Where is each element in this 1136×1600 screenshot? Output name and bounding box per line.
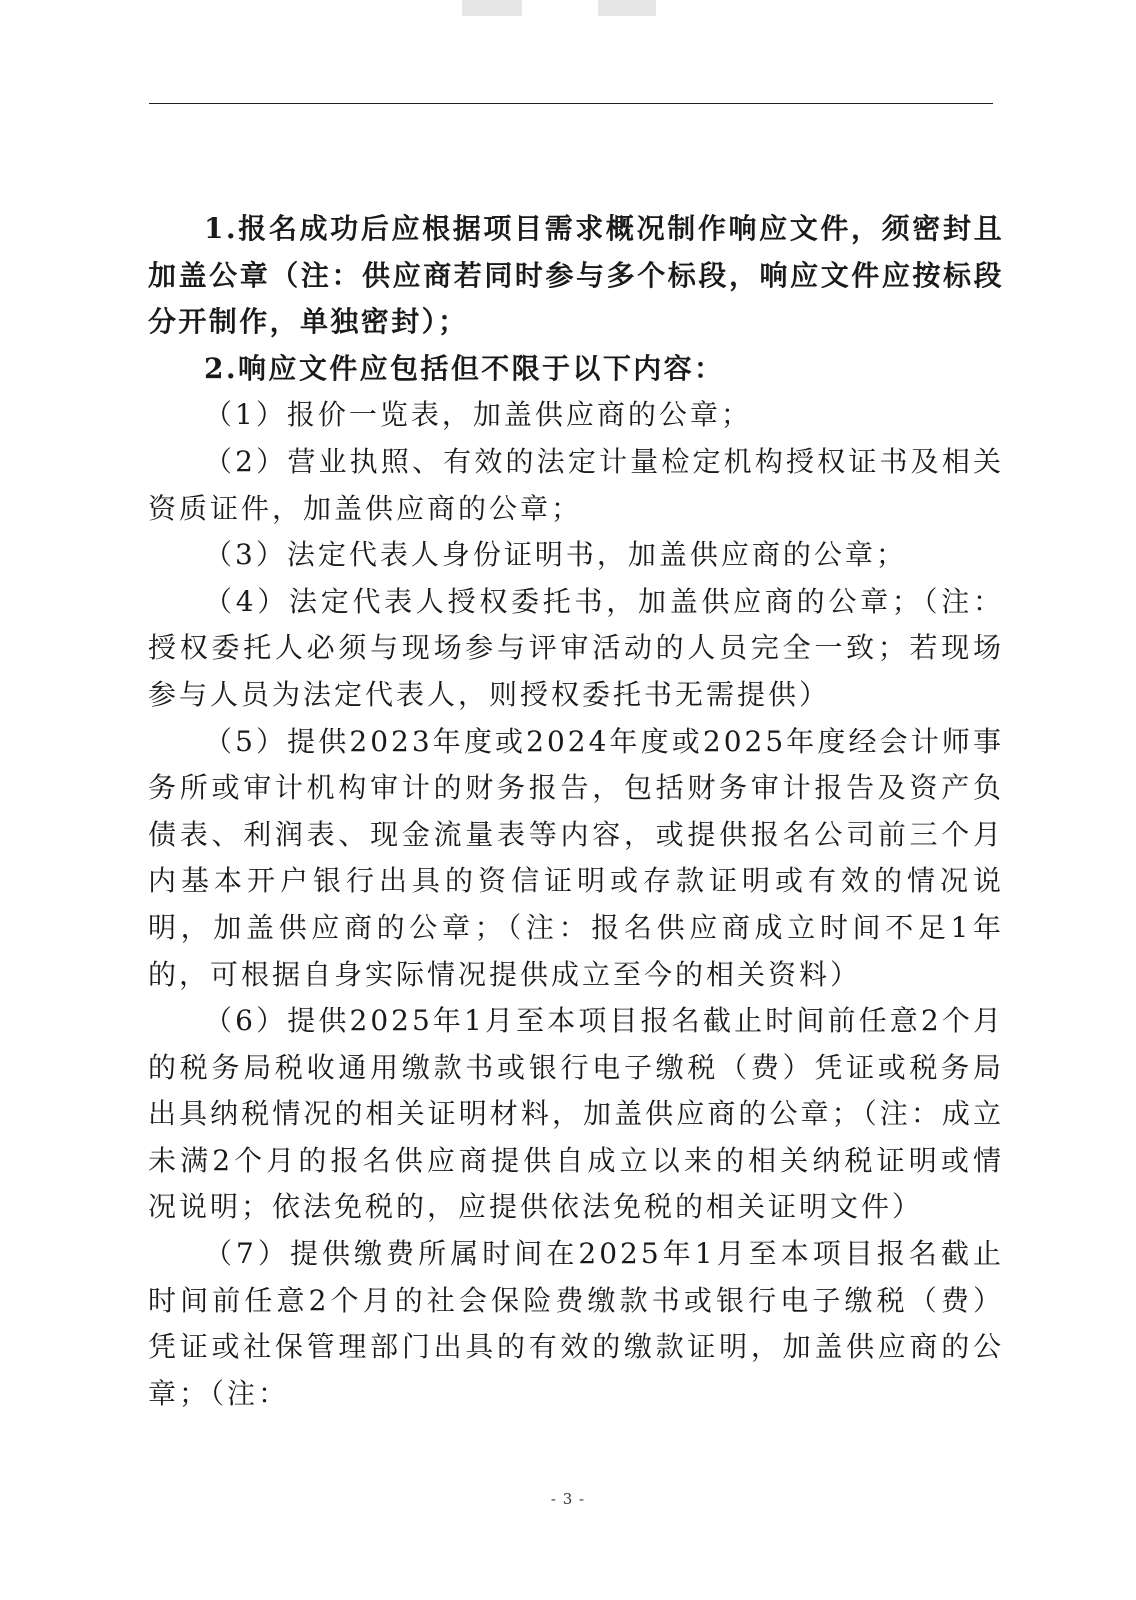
paragraph-item-1: 1.报名成功后应根据项目需求概况制作响应文件，须密封且加盖公章（注：供应商若同时参与多个标段，响应文件应按标段分开制作，单独密封）； [148,212,1004,339]
list-item-7: （7）提供缴费所属时间在2025年1月至本项目报名截止时间前任意2个月的社会保险费缴款书或银行电子缴税（费）凭证或社保管理部门出具的有效的缴款证明，加盖供应商的公章；（注： [148,1237,1004,1410]
document-body [148,206,1004,1417]
scan-artifact [598,0,656,16]
list-item-3: （3）法定代表人身份证明书，加盖供应商的公章； [204,538,907,572]
header-rule [149,103,993,104]
list-item-5: （5）提供2023年度或2024年度或2025年度经会计师事务所或审计机构审计的财务报告，包括财务审计报告及资产负债表、利润表、现金流量表等内容，或提供报名公司前三个月内基本开户银行出具的资信证明或存款证明或有效的情况说明，加盖供应商的公章；（注：报名供应商成立时间不足1年的，可根据自身实际情况提供成立至今的相关资料） [148,724,1004,991]
list-item-1: （1）报价一览表，加盖供应商的公章； [204,398,752,432]
scan-artifact [462,0,522,16]
paragraph-item-2: 2.响应文件应包括但不限于以下内容： [204,351,725,385]
page-number: - 3 - [550,1490,586,1508]
list-item-2: （2）营业执照、有效的法定计量检定机构授权证书及相关资质证件，加盖供应商的公章； [148,444,1004,525]
list-item-6: （6）提供2025年1月至本项目报名截止时间前任意2个月的税务局税收通用缴款书或银行电子缴税（费）凭证或税务局出具纳税情况的相关证明材料，加盖供应商的公章；（注：成立未满2个月的报名供应商提供自成立以来的相关纳税证明或情况说明；依法免税的，应提供依法免税的相关证明文件） [148,1004,1004,1224]
list-item-4: （4）法定代表人授权委托书，加盖供应商的公章；（注：授权委托人必须与现场参与评审活动的人员完全一致；若现场参与人员为法定代表人，则授权委托书无需提供） [148,584,1004,711]
